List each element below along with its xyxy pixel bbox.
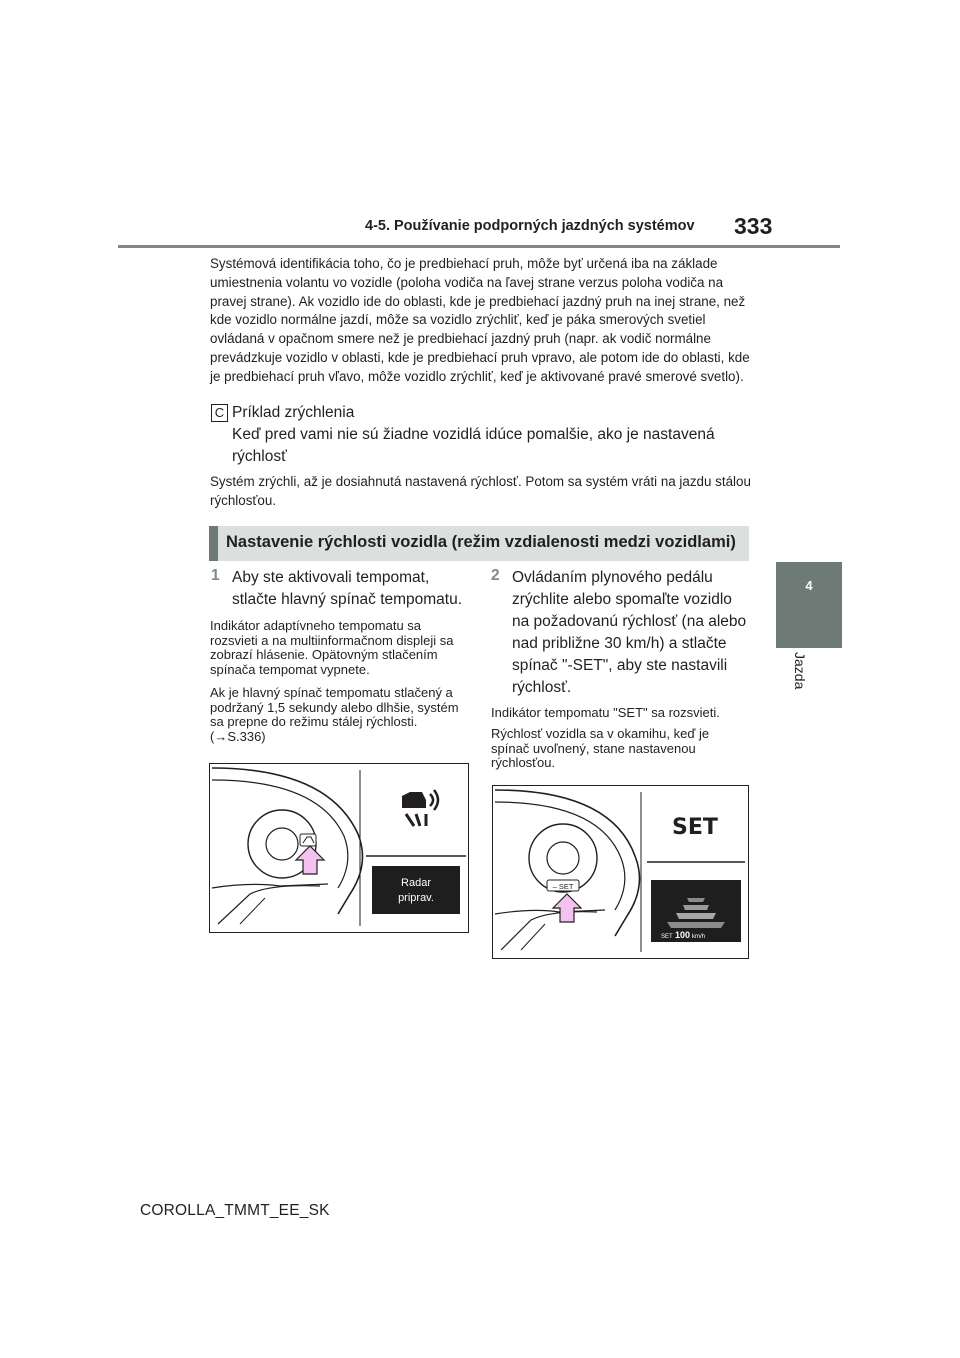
mid-display <box>651 880 741 942</box>
footer-doc-code: COROLLA_TMMT_EE_SK <box>140 1202 330 1219</box>
step2-note-a: Indikátor tempomatu "SET" sa rozsvieti. <box>491 705 720 720</box>
display-speed-value: 100 <box>675 930 691 940</box>
chapter-tab <box>776 562 842 648</box>
figure-set-switch <box>492 785 749 959</box>
steering-wheel-illustration-2 <box>493 786 748 958</box>
display-speed-prefix: SET <box>661 934 673 940</box>
display-speed-unit: km/h <box>692 934 706 940</box>
page-number: 333 <box>734 213 773 239</box>
chapter-label: Jazda <box>792 652 808 690</box>
wheel-spoke-lower <box>218 886 320 924</box>
press-arrow-icon <box>553 894 581 922</box>
wheel-spoke-lower <box>501 912 597 950</box>
display-message-line1: Radar <box>401 877 431 889</box>
section-banner-accent <box>209 526 218 561</box>
switch-pad-center <box>547 842 579 874</box>
mid-display <box>372 866 460 914</box>
switch-pad-center <box>266 828 298 860</box>
set-indicator-text: SET <box>672 815 718 840</box>
wheel-trim-line <box>521 924 545 950</box>
wheel-trim-line <box>240 898 265 924</box>
step2-text: Ovládaním plynového pedálu zrýchlite alebo spomaľte vozidlo na požadovanú rýchlosť (na alebo nad približne 30 km/h) a stlačte spínač "-SET", aby ste nastavili rýchlosť. <box>512 569 747 696</box>
intro-paragraph: Systémová identifikácia toho, čo je predbiehací pruh, môže byť určená iba na základe umiestnenia volantu vo vozidle (poloha vodiča na ľavej strane verzus poloha vodiča na pravej strane). Ak vozidlo ide do oblasti, kde je predbiehací jazdný pruh na inej strane, než kde vozidlo normálne jazdí, môže sa vozidlo zrýchliť, keď je páka smerových svetiel ovládaná v opačnom smere než je predbiehací jazdný pruh (napr. ak vodič normálne prevádzkuje vozidlo v oblasti, kde je predbiehací pruh vpravo, ale potom ide do oblasti, kde je predbiehací pruh vľavo, môže vozidlo zrýchliť, keď je aktivované pravé smerové svetlo). <box>210 256 750 384</box>
step1-text: Aby ste aktivovali tempomat, stlačte hlavný spínač tempomatu. <box>232 569 463 608</box>
example-marker: C <box>211 404 228 422</box>
chapter-number: 4 <box>805 578 813 593</box>
radar-cruise-indicator-icon <box>402 790 438 826</box>
example-note: Systém zrýchli, až je dosiahnutá nastavená rýchlosť. Potom sa systém vráti na jazdu stálou rýchlosťou. <box>210 474 751 508</box>
header-divider <box>118 245 840 248</box>
set-switch-label: – SET <box>552 882 574 891</box>
step1-number: 1 <box>211 567 220 584</box>
steering-wheel-illustration <box>210 764 468 932</box>
step2-number: 2 <box>491 567 500 584</box>
figure-main-switch <box>209 763 469 933</box>
section-banner-title: Nastavenie rýchlosti vozidla (režim vzdialenosti medzi vozidlami) <box>226 533 736 551</box>
display-message-line2: priprav. <box>398 892 434 904</box>
section-title: 4-5. Používanie podporných jazdných systémov <box>365 218 695 234</box>
step1-note-a: Indikátor adaptívneho tempomatu sa rozsvieti a na multiinformačnom displeji sa zobrazí hlásenie. Opätovným stlačením spínača tempomat vypnete. <box>210 618 454 677</box>
step1-note-b: Ak je hlavný spínač tempomatu stlačený a podržaný 1,5 sekundy alebo dlhšie, systém sa prepne do režimu stálej rýchlosti. (→S.336) <box>210 685 459 744</box>
example-description: Keď pred vami nie sú žiadne vozidlá idúce pomalšie, ako je nastavená rýchlosť <box>232 426 715 465</box>
step2-note-b: Rýchlosť vozidla sa v okamihu, keď je spínač uvoľnený, stane nastavenou rýchlosťou. <box>491 726 710 770</box>
example-title: Príklad zrýchlenia <box>232 404 355 421</box>
main-switch-button <box>300 834 316 846</box>
